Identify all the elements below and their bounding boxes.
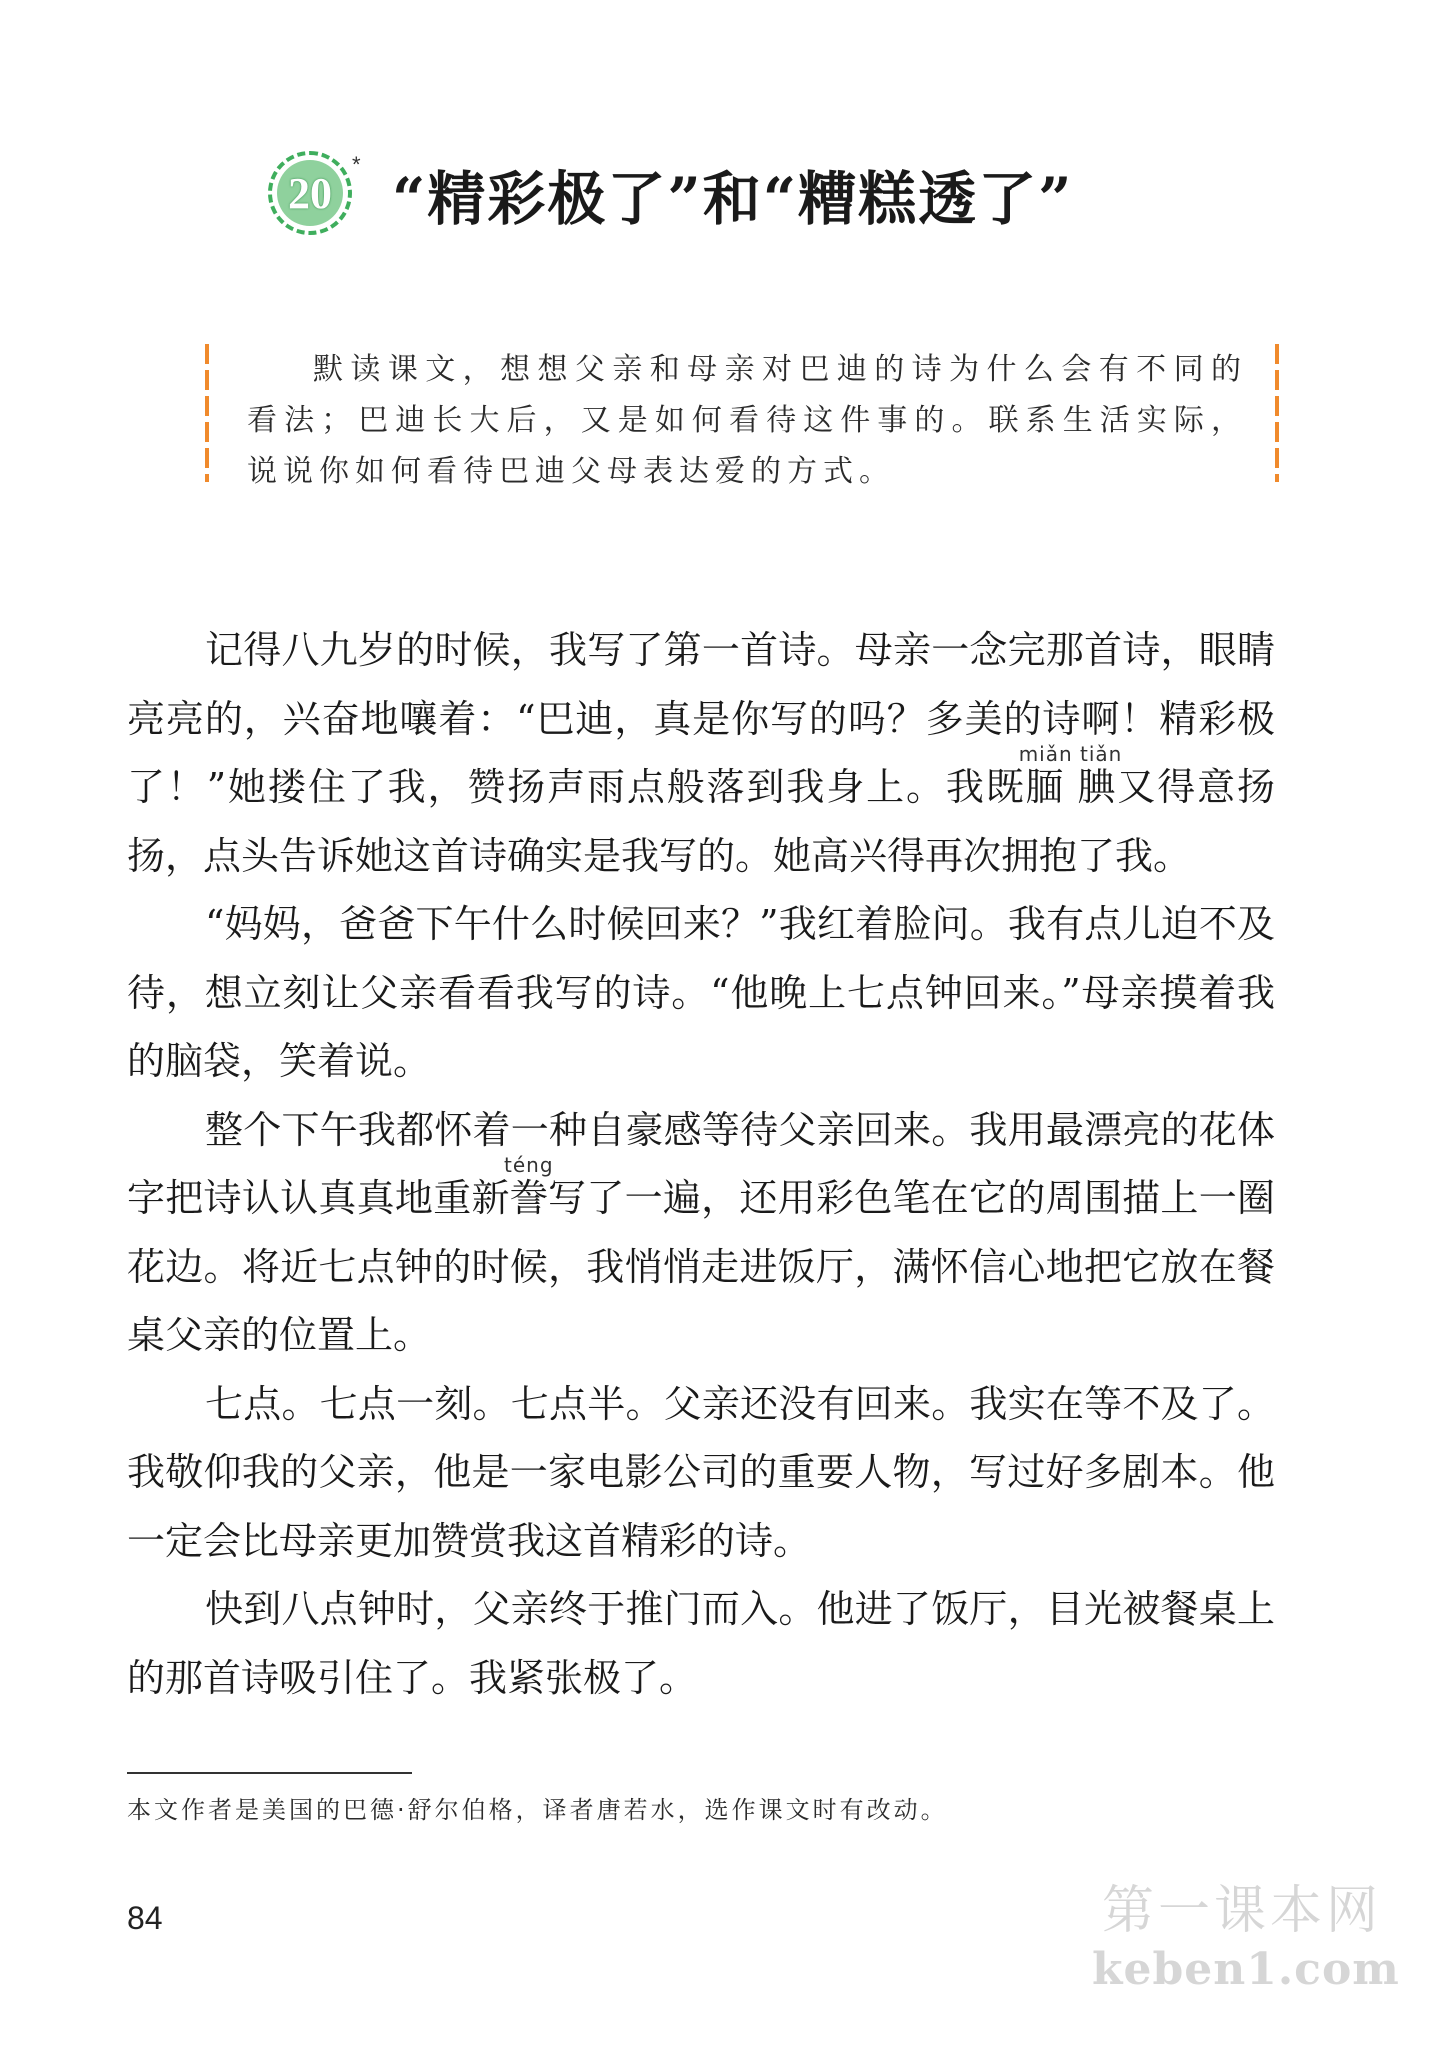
paragraph-1 <box>127 616 1275 890</box>
paragraph-3-part-b: 写了一遍，还用彩色笔在它的周围描上一圈花边。将近七点钟的时候，我悄悄走进饭厅，满怀信心地把它放在餐桌父亲的位置上。 <box>127 1176 1275 1357</box>
ruby-base-teng: 誊 <box>504 1176 554 1220</box>
ruby-base-miantian: 腼腆 <box>1018 765 1123 809</box>
watermark-chinese: 第一课本网 <box>1101 1881 1382 1941</box>
guide-right-dashed-bar <box>1275 344 1279 482</box>
paragraph-1-part-b: 又得意扬扬，点头告诉她这首诗确实是我写的。她高兴得再次拥抱了我。 <box>127 765 1275 878</box>
pinyin-annotation-teng <box>504 1153 554 1220</box>
lesson-body <box>127 616 1275 1712</box>
page-number: 84 <box>127 1900 163 1936</box>
watermark-url: keben1.com <box>1092 1944 1400 1995</box>
paragraph-1-part-a: 记得八九岁的时候，我写了第一首诗。母亲一念完那首诗，眼睛亮亮的，兴奋地嚷着：“巴迪，真是你写的吗？多美的诗啊！精彩极了！”她搂住了我，赞扬声雨点般落到我身上。我既 <box>127 628 1275 809</box>
paragraph-4: 七点。七点一刻。七点半。父亲还没有回来。我实在等不及了。我敬仰我的父亲，他是一家电影公司的重要人物，写过好多剧本。他一定会比母亲更加赞赏我这首精彩的诗。 <box>127 1381 1275 1563</box>
ruby-pinyin-miantian: miǎn tiǎn <box>1018 742 1123 766</box>
pinyin-annotation-miantian <box>1018 742 1123 809</box>
lesson-number: 20 <box>277 160 343 226</box>
watermark <box>1092 1880 1400 1998</box>
reading-guide-box <box>205 344 1279 489</box>
footnote-divider <box>127 1772 412 1774</box>
paragraph-3 <box>127 1096 1275 1370</box>
paragraph-5: 快到八点钟时，父亲终于推门而入。他进了饭厅，目光被餐桌上的那首诗吸引住了。我紧张极了。 <box>127 1587 1275 1700</box>
paragraph-3-part-a: 整个下午我都怀着一种自豪感等待父亲回来。我用最漂亮的花体字把诗认认真真地重新 <box>127 1107 1275 1220</box>
lesson-heading <box>268 148 352 238</box>
guide-left-dashed-bar <box>205 344 209 482</box>
footnote: 本文作者是美国的巴德·舒尔伯格，译者唐若水，选作课文时有改动。 <box>127 1796 948 1824</box>
lesson-title: “精彩极了”和“糟糕透了” <box>392 165 1074 233</box>
paragraph-2: “妈妈，爸爸下午什么时候回来？”我红着脸问。我有点儿迫不及待，想立刻让父亲看看我写的诗。“他晚上七点钟回来。”母亲摸着我的脑袋，笑着说。 <box>127 902 1275 1083</box>
reading-guide-text: 默读课文，想想父亲和母亲对巴迪的诗为什么会有不同的看法；巴迪长大后，又是如何看待这件事的。联系生活实际，说说你如何看待巴迪父母表达爱的方式。 <box>247 352 1247 489</box>
ruby-pinyin-teng: téng <box>504 1153 554 1177</box>
lesson-number-badge <box>268 151 352 235</box>
self-study-marker: * <box>352 152 361 177</box>
